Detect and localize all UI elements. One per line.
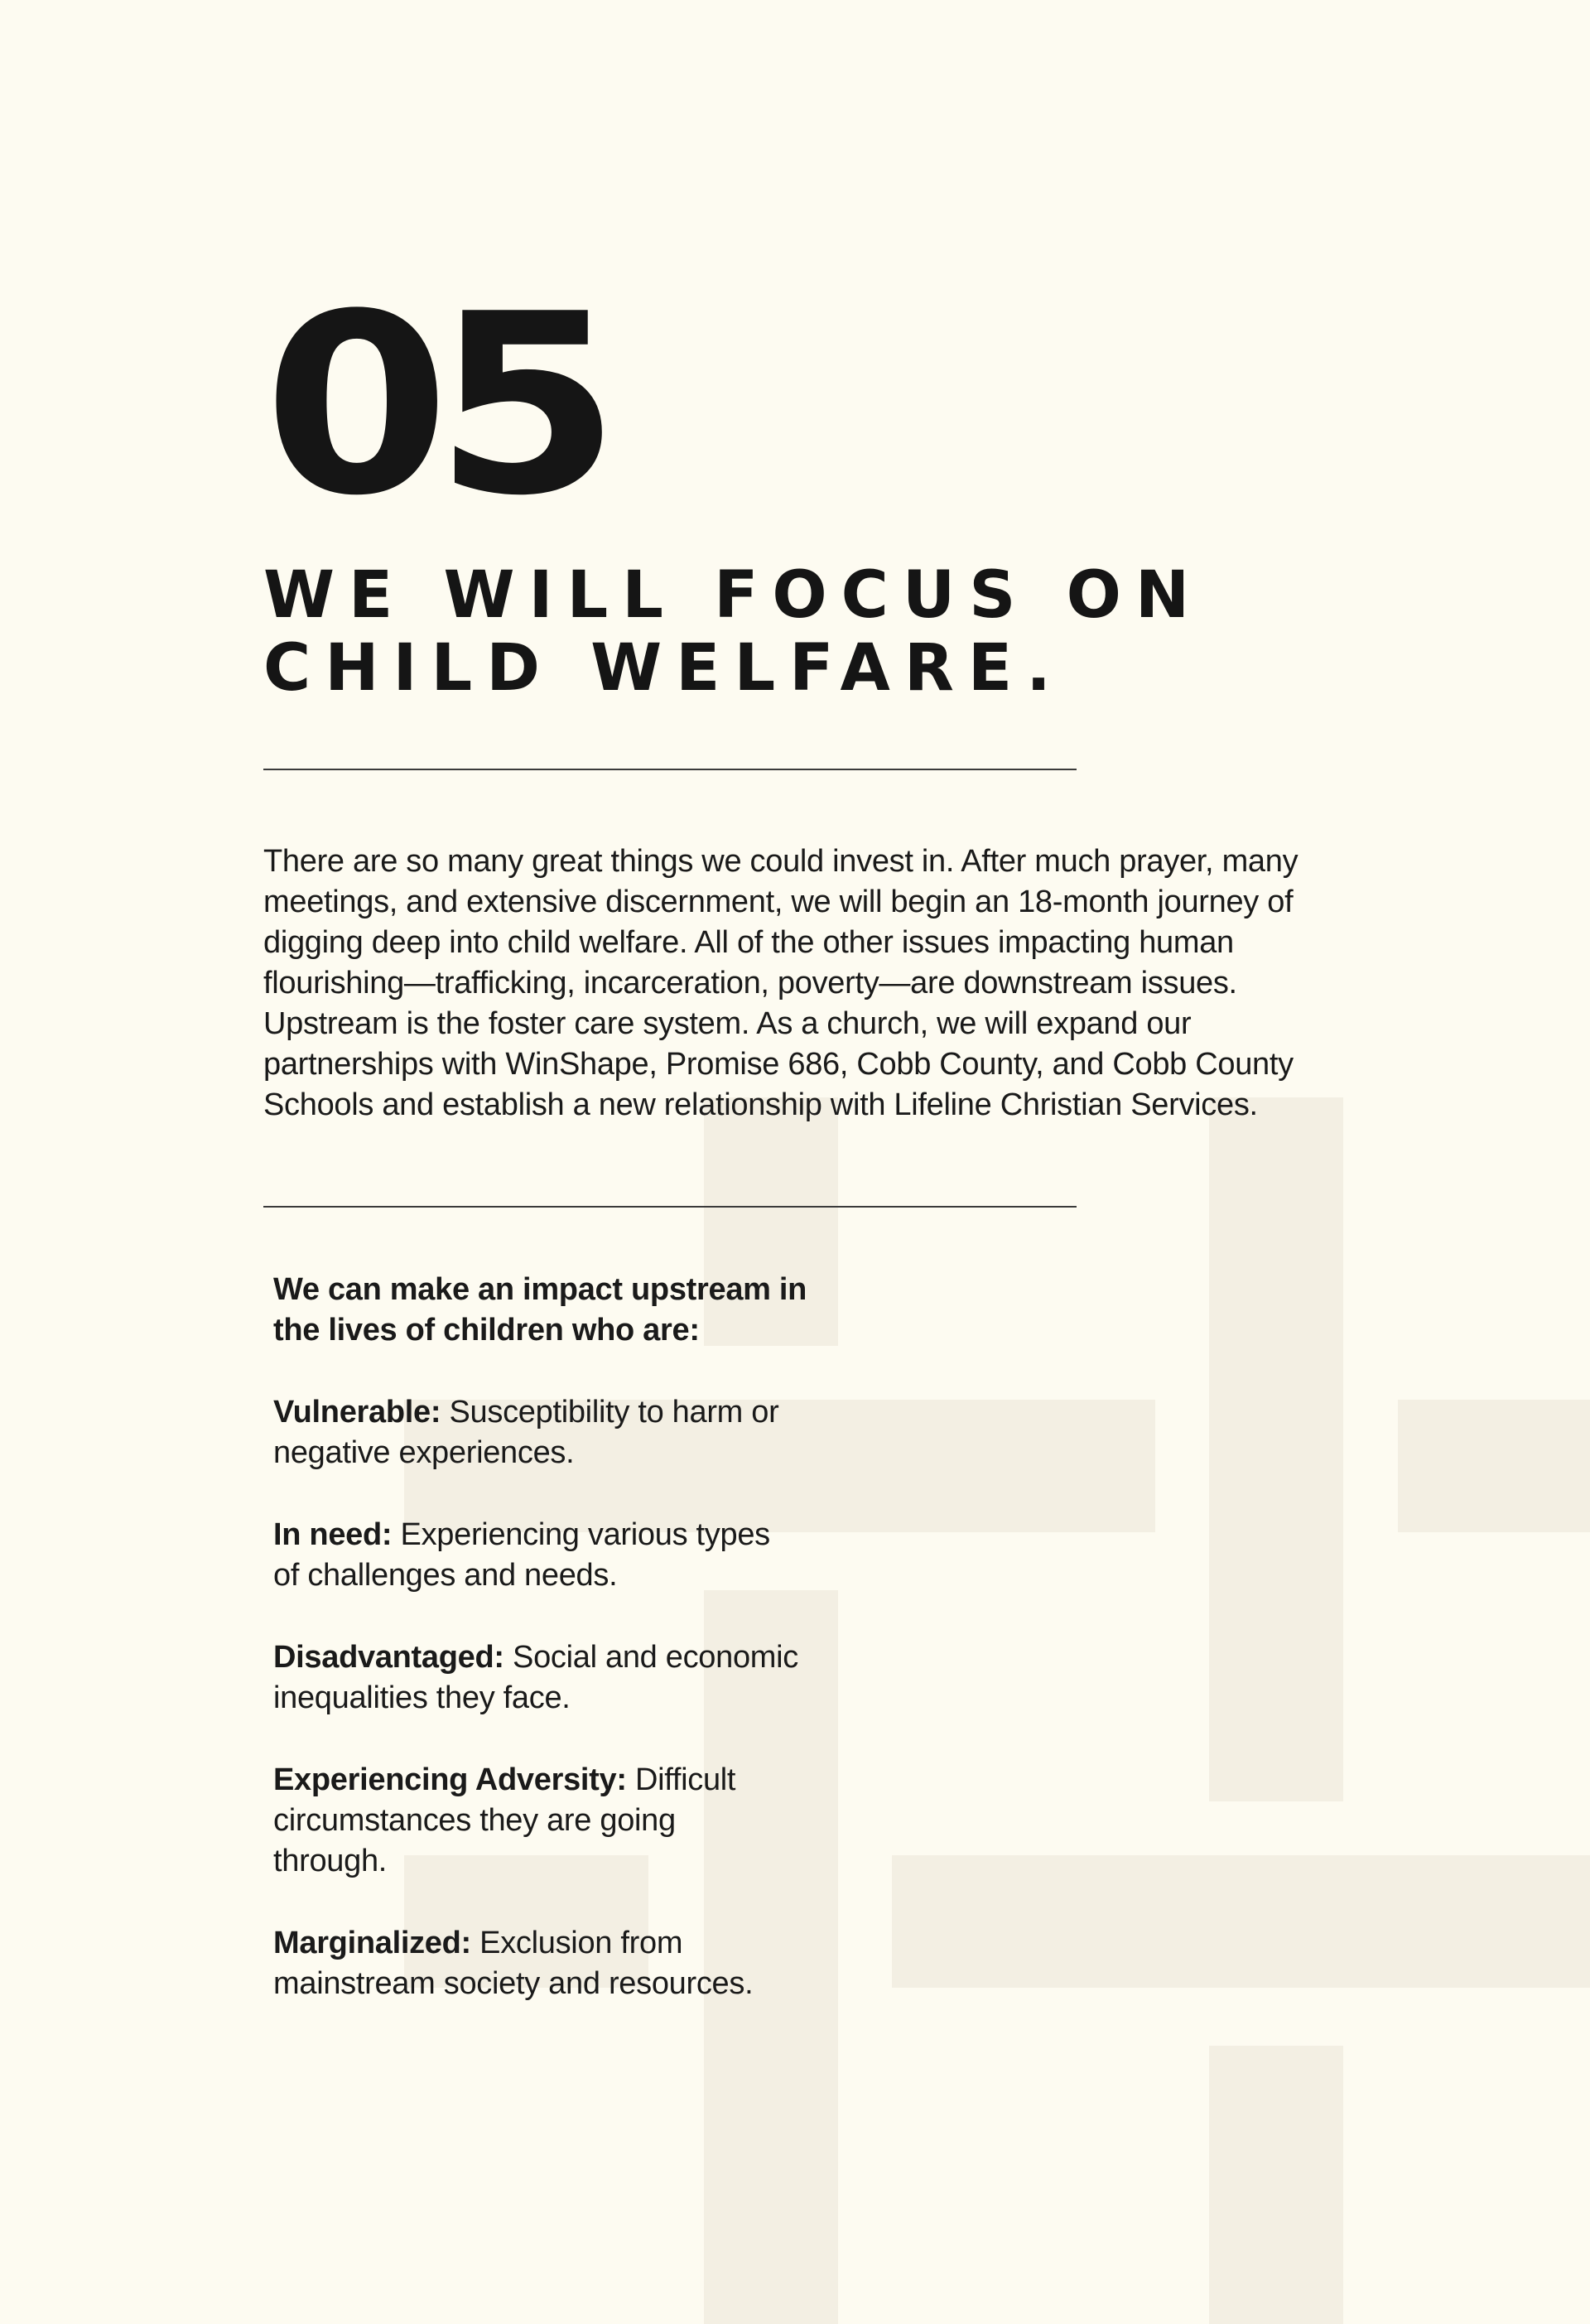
term-label: Experiencing Adversity: — [273, 1762, 627, 1797]
term-experiencing-adversity — [273, 1760, 778, 1882]
section-number: 05 — [263, 261, 605, 550]
title-line-1: WE WILL FOCUS ON — [263, 558, 1204, 633]
term-definition: Difficult circumstances they are going through. — [273, 1762, 736, 1878]
divider — [263, 1206, 1077, 1208]
term-label: Disadvantaged: — [273, 1640, 504, 1675]
term-definition: Social and economic inequalities they face. — [273, 1640, 798, 1715]
title-line-2: CHILD WELFARE. — [263, 631, 1065, 706]
term-definition: Susceptibility to harm or negative experiences. — [273, 1395, 779, 1470]
term-definition: Experiencing various types of challenges and needs. — [273, 1517, 770, 1593]
term-in-need — [273, 1515, 803, 1596]
term-definition: Exclusion from mainstream society and resources. — [273, 1926, 754, 2001]
page-title — [263, 559, 1340, 705]
impact-heading: We can make an impact upstream in the lives of children who are: — [273, 1272, 807, 1348]
intro-paragraph: There are so many great things we could invest in. After much prayer, many meetings, and extensive discernment, we will begin an 18-month journey of digging deep into child welfare. All of the other issues impacting human flourishing—trafficking, incarceration, poverty—are downstream issues. Upstream is the foster care system. As a church, we will expand our partnerships with WinShape, Promise 686, Cobb County, and Cobb County Schools and establish a new relationship with Lifeline Christian Services. — [263, 844, 1298, 1122]
term-disadvantaged — [273, 1637, 803, 1719]
divider — [263, 769, 1077, 770]
term-label: Marginalized: — [273, 1926, 471, 1960]
term-vulnerable — [273, 1392, 803, 1473]
term-marginalized — [273, 1923, 803, 2004]
term-label: In need: — [273, 1517, 393, 1552]
term-label: Vulnerable: — [273, 1395, 441, 1430]
